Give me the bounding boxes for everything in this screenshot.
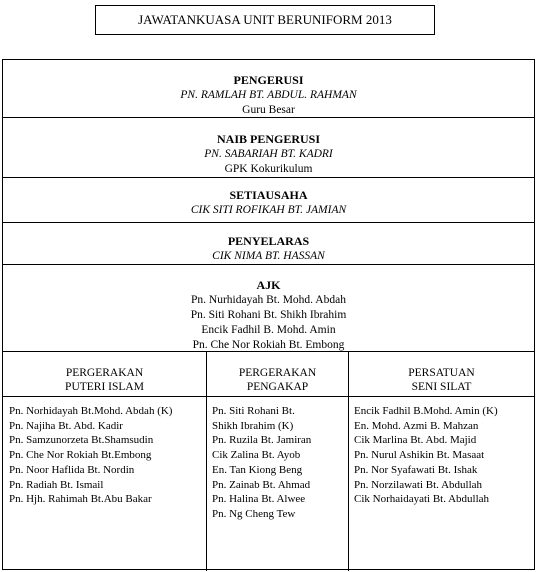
- unit-column-pengakap: [207, 352, 349, 571]
- naib-pengerusi-position: GPK Kokurikulum: [224, 163, 313, 175]
- list-item: Shikh Ibrahim (K): [212, 419, 294, 432]
- ajk-member: Pn. Siti Rohani Bt. Shikh Ibrahim: [190, 309, 347, 321]
- unit-member-list: [3, 397, 206, 507]
- unit-heading: [207, 352, 348, 397]
- list-item: Pn. Nor Syafawati Bt. Ishak: [354, 463, 478, 476]
- list-item: Cik Norhaidayati Bt. Abdullah: [354, 493, 490, 506]
- unit-column-puteri-islam: [3, 352, 207, 571]
- setiausaha-role: SETIAUSAHA: [229, 188, 308, 202]
- unit-heading-line2: PUTERI ISLAM: [65, 381, 144, 393]
- setiausaha-section: [3, 178, 534, 223]
- list-item: Encik Fadhil B.Mohd. Amin (K): [354, 405, 498, 417]
- list-item: En. Tan Kiong Beng: [212, 463, 303, 476]
- setiausaha-name: CIK SITI ROFIKAH BT. JAMIAN: [190, 204, 347, 216]
- list-item: Pn. Najiha Bt. Abd. Kadir: [9, 419, 123, 432]
- penyelaras-role: PENYELARAS: [227, 234, 310, 248]
- list-item: Pn. Siti Rohani Bt.: [212, 405, 295, 417]
- naib-pengerusi-section: [3, 118, 534, 178]
- unit-member-list: [207, 397, 348, 522]
- unit-heading-line2: SENI SILAT: [411, 381, 472, 393]
- list-item: Pn. Norhidayah Bt.Mohd. Abdah (K): [9, 405, 173, 417]
- unit-columns: [3, 352, 534, 571]
- committee-table: [2, 59, 535, 570]
- pengerusi-name: PN. RAMLAH BT. ABDUL. RAHMAN: [180, 89, 357, 101]
- unit-heading-line1: PERGERAKAN: [65, 367, 144, 379]
- ajk-member: Pn. Nurhidayah Bt. Mohd. Abdah: [191, 294, 346, 306]
- list-item: Pn. Zainab Bt. Ahmad: [212, 478, 311, 491]
- list-item: Pn. Norzilawati Bt. Abdullah: [354, 478, 483, 491]
- ajk-role: AJK: [256, 278, 281, 292]
- list-item: En. Mohd. Azmi B. Mahzan: [354, 419, 479, 432]
- ajk-member: Pn. Che Nor Rokiah Bt. Embong: [192, 339, 345, 351]
- pengerusi-section: [3, 60, 534, 118]
- list-item: Pn. Halina Bt. Alwee: [212, 493, 306, 506]
- list-item: Pn. Ng Cheng Tew: [212, 507, 296, 520]
- penyelaras-name: CIK NIMA BT. HASSAN: [212, 250, 325, 262]
- document-title-text: JAWATANKUASA UNIT BERUNIFORM 2013: [138, 12, 392, 27]
- ajk-section: [3, 265, 534, 352]
- list-item: Pn. Noor Haflida Bt. Nordin: [9, 463, 135, 476]
- document-title: [95, 5, 435, 35]
- unit-heading-line2: PENGAKAP: [246, 381, 309, 393]
- list-item: Pn. Samzunorzeta Bt.Shamsudin: [9, 434, 154, 447]
- ajk-member: Encik Fadhil B. Mohd. Amin: [201, 324, 336, 336]
- unit-column-seni-silat: [349, 352, 534, 571]
- unit-heading: [349, 352, 534, 397]
- list-item: Pn. Radiah Bt. Ismail: [9, 478, 104, 491]
- list-item: Pn. Che Nor Rokiah Bt.Embong: [9, 449, 152, 462]
- unit-heading-line1: PERGERAKAN: [238, 367, 317, 379]
- naib-pengerusi-role: NAIB PENGERUSI: [216, 132, 321, 146]
- penyelaras-section: [3, 223, 534, 265]
- naib-pengerusi-name: PN. SABARIAH BT. KADRI: [204, 148, 333, 160]
- list-item: Pn. Nurul Ashikin Bt. Masaat: [354, 449, 485, 462]
- unit-heading: [3, 352, 206, 397]
- list-item: Cik Zalina Bt. Ayob: [212, 449, 301, 462]
- unit-heading-line1: PERSATUAN: [408, 367, 475, 379]
- list-item: Cik Marlina Bt. Abd. Majid: [354, 434, 477, 447]
- list-item: Pn. Ruzila Bt. Jamiran: [212, 434, 312, 447]
- pengerusi-position: Guru Besar: [242, 104, 295, 116]
- list-item: Pn. Hjh. Rahimah Bt.Abu Bakar: [9, 493, 152, 506]
- pengerusi-role: PENGERUSI: [233, 73, 304, 87]
- unit-member-list: [349, 397, 534, 507]
